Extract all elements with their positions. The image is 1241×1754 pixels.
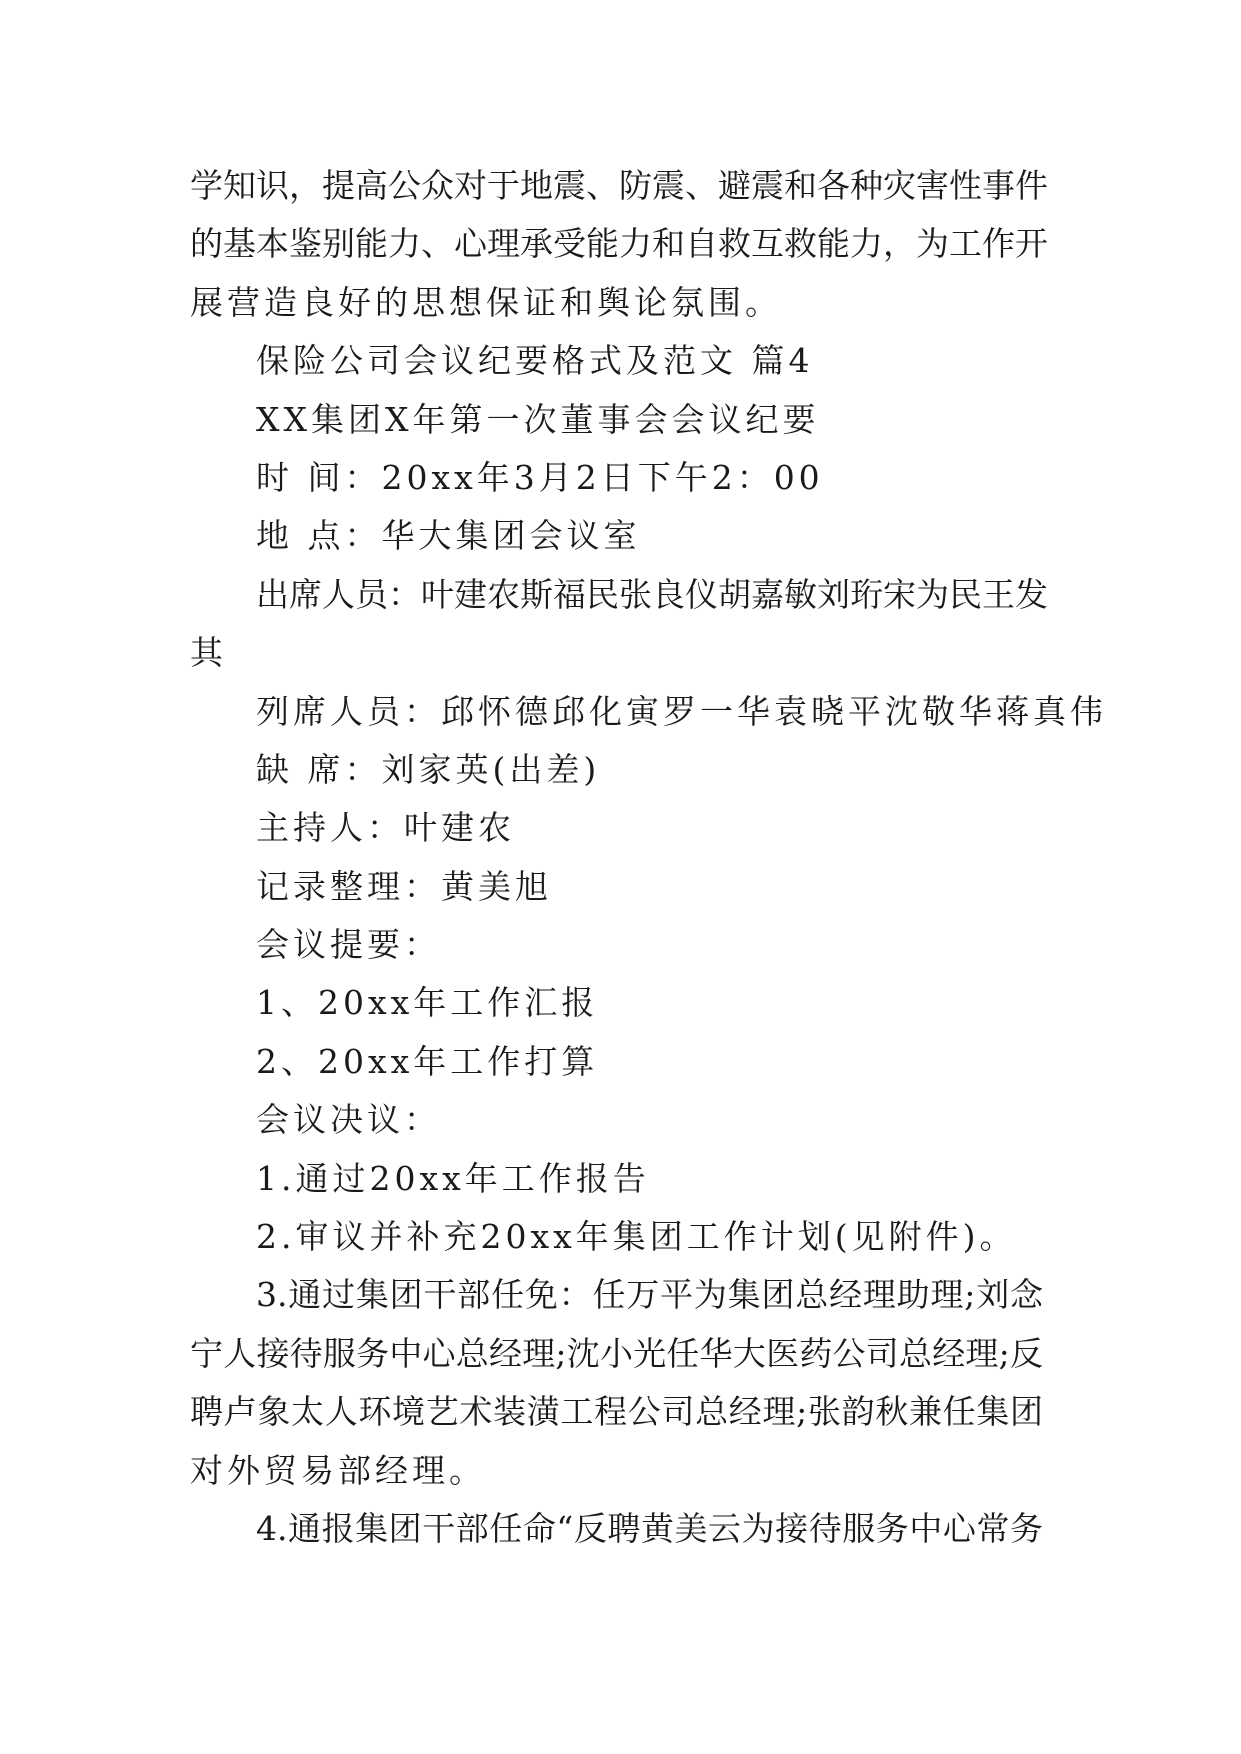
text-line: 对外贸易部经理。 <box>190 1450 486 1490</box>
text-line: 4.通报集团干部任命“反聘黄美云为接待服务中心常务 <box>256 1508 1043 1548</box>
text-line: 1.通过20xx年工作报告 <box>256 1158 650 1198</box>
text-line: 列席人员：邱怀德邱化寅罗一华袁晓平沈敬华蒋真伟 <box>256 691 1107 731</box>
text-line: 时 间：20xx年3月2日下午2：00 <box>256 457 824 497</box>
text-line: 学知识，提高公众对于地震、防震、避震和各种灾害性事件 <box>190 166 1048 205</box>
text-line: 出席人员：叶建农斯福民张良仪胡嘉敏刘珩宋为民王发 <box>256 574 1048 614</box>
text-line: 缺 席：刘家英(出差) <box>256 749 601 789</box>
text-line: 2、20xx年工作打算 <box>256 1041 599 1081</box>
text-line: 聘卢象太人环境艺术装潢工程公司总经理;张韵秋兼任集团 <box>190 1392 1043 1432</box>
text-line: 3.通过集团干部任免：任万平为集团总经理助理;刘念 <box>256 1275 1043 1315</box>
text-line: 地 点：华大集团会议室 <box>256 516 641 556</box>
text-line: 会议决议： <box>256 1100 441 1140</box>
text-line: 记录整理：黄美旭 <box>256 866 552 906</box>
text-line: 的基本鉴别能力、心理承受能力和自救互救能力，为工作开 <box>190 224 1048 264</box>
document-body <box>190 157 1107 1558</box>
text-line: XX集团X年第一次董事会会议纪要 <box>256 399 820 439</box>
text-line: 1、20xx年工作汇报 <box>256 983 599 1023</box>
text-line: 展营造良好的思想保证和舆论氛围。 <box>190 282 782 322</box>
text-line: 保险公司会议纪要格式及范文 篇4 <box>256 341 814 381</box>
text-line: 宁人接待服务中心总经理;沈小光任华大医药公司总经理;反 <box>190 1333 1043 1373</box>
text-line: 2.审议并补充20xx年集团工作计划(见附件)。 <box>256 1217 1017 1257</box>
text-line: 其 <box>190 633 227 673</box>
text-line: 会议提要： <box>256 925 441 965</box>
text-line: 主持人：叶建农 <box>256 808 515 848</box>
